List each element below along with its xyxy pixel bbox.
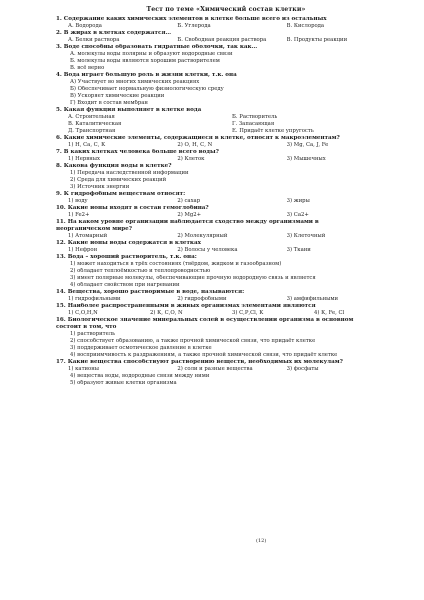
answer-option[interactable]: 3) амфифильными bbox=[286, 296, 339, 303]
question-stem: Какие ионы входят в состав гемоглобина? bbox=[67, 204, 209, 211]
page-title: Тест по теме «Химический состав клетки» bbox=[146, 6, 306, 13]
question-stem: Биологическое значение минеральных солей в осуществлении организма в основном bbox=[67, 317, 354, 324]
answer-options bbox=[56, 51, 396, 72]
question-text bbox=[56, 44, 396, 51]
answer-option[interactable]: 1) гидрофильными bbox=[68, 296, 121, 303]
answer-option[interactable]: 3) Ткани bbox=[286, 247, 311, 254]
answer-option[interactable]: А. Водорода bbox=[68, 23, 102, 30]
answer-options bbox=[56, 79, 396, 107]
question-number: 6. bbox=[56, 134, 62, 141]
answer-options bbox=[56, 198, 396, 205]
answer-option[interactable]: 1) Нефрон bbox=[68, 247, 98, 254]
answer-options bbox=[56, 296, 396, 303]
question bbox=[56, 373, 396, 387]
question-stem: Наиболее распространенными в живых организмах элементами являются bbox=[67, 303, 316, 310]
answer-option[interactable]: А) Участвует во многих химических реакциях bbox=[70, 79, 200, 86]
answer-options bbox=[56, 373, 396, 387]
question-stem: К гидрофобным веществам относят: bbox=[63, 190, 186, 197]
answer-option[interactable]: 2) Волосы у человека bbox=[177, 247, 238, 254]
answer-option[interactable]: Г) Входит в состав мембран bbox=[70, 99, 148, 106]
question bbox=[56, 30, 396, 44]
answer-option[interactable]: А. Строительная bbox=[68, 113, 115, 120]
question-number: 17. bbox=[56, 359, 66, 365]
question-text bbox=[56, 317, 396, 324]
answer-option[interactable]: 1) Н, Са, С, К bbox=[68, 141, 106, 148]
question bbox=[56, 135, 396, 149]
answer-option[interactable]: 1) Передача наследственной информации bbox=[70, 170, 189, 177]
answer-option[interactable]: Б. Растворитель bbox=[232, 113, 278, 120]
answer-option[interactable]: 4) обладает свойством при нагревании bbox=[70, 282, 180, 289]
answer-option[interactable]: 2) Клеток bbox=[177, 156, 205, 162]
question-text bbox=[56, 359, 396, 366]
question bbox=[56, 163, 396, 191]
answer-options bbox=[56, 233, 396, 240]
question-stem: Вода – хороший растворитель, т.к. она: bbox=[67, 254, 197, 261]
answer-option[interactable]: 4) восприимчивость к раздражениям, а также прочной химической связи, что придаёт клетке bbox=[70, 352, 338, 359]
question-text bbox=[56, 163, 396, 170]
question-stem: Содержание каких химических элементов в клетке больше всего из остальных bbox=[63, 16, 327, 22]
question-text bbox=[56, 240, 396, 247]
answer-options-row bbox=[56, 128, 396, 135]
question-stem: В каких клетках человека больше всего воды? bbox=[63, 148, 219, 155]
question-text bbox=[56, 254, 396, 261]
answer-option[interactable]: 3) имеет полярные молекулы, обеспечивающие прочную водородную связь и является bbox=[70, 275, 316, 282]
question bbox=[56, 107, 396, 135]
question-text bbox=[56, 205, 396, 212]
question-number: 12. bbox=[56, 240, 66, 247]
answer-option[interactable]: В. всё верно bbox=[70, 65, 105, 72]
question-stem: Вещества, хорошо растворимые в воде, называются: bbox=[67, 289, 245, 295]
question-number: 13. bbox=[56, 254, 66, 261]
question bbox=[56, 317, 396, 359]
answer-options bbox=[56, 247, 396, 254]
answer-option[interactable]: 2) сахар bbox=[177, 197, 201, 204]
answer-option[interactable]: 1) может находиться в трёх состояниях (твёрдом, жидком и газообразном) bbox=[70, 261, 282, 268]
question bbox=[56, 303, 396, 317]
question-stem: Какая функция выполняет в клетке вода bbox=[63, 106, 202, 113]
answer-option[interactable]: 2) О, Н, С, N bbox=[177, 141, 213, 148]
question-text bbox=[56, 107, 396, 114]
question-text bbox=[56, 219, 396, 226]
answer-options bbox=[56, 261, 396, 289]
answer-options bbox=[56, 23, 396, 30]
question-list bbox=[56, 16, 396, 387]
answer-option[interactable]: 2) Среда для химических реакций bbox=[70, 177, 167, 183]
answer-option[interactable]: 4) вещества воды, водородные связи между ними bbox=[70, 373, 210, 380]
answer-option[interactable]: А. Белки раствора bbox=[68, 37, 120, 44]
answer-option[interactable]: 3) С,Р,Cl, К bbox=[232, 310, 264, 317]
question-number: 2. bbox=[56, 30, 62, 37]
question-number: 16. bbox=[56, 317, 66, 324]
answer-option[interactable]: 3) Мышечных bbox=[286, 156, 326, 162]
answer-option[interactable]: 2) обладает теплоёмкостью и теплопроводностью bbox=[70, 268, 211, 275]
answer-option[interactable]: Б. Углерода bbox=[177, 23, 211, 30]
answer-option[interactable]: 1) катионы bbox=[68, 366, 99, 373]
answer-option[interactable]: 1) растворитель bbox=[70, 331, 115, 338]
question-text bbox=[56, 135, 396, 142]
answer-option[interactable]: А. молекулы воды полярны и образуют водородные связи bbox=[70, 51, 233, 58]
answer-option[interactable]: Г. Запасающая bbox=[232, 120, 275, 127]
question-text-continued: состоит в том, что bbox=[56, 324, 117, 331]
answer-option[interactable]: 2) Молекулярный bbox=[177, 233, 228, 240]
answer-options bbox=[56, 156, 396, 163]
answer-option[interactable]: 3) Ca2+ bbox=[286, 212, 309, 218]
answer-options bbox=[56, 170, 396, 191]
answer-option[interactable]: 3) Источник энергии bbox=[70, 183, 130, 190]
answer-option[interactable]: 3) Мg, Са, J, Fe bbox=[286, 141, 329, 148]
question-stem: В жирах в клетках содержатся… bbox=[63, 30, 172, 37]
question-number: 1. bbox=[56, 16, 62, 22]
answer-options bbox=[56, 310, 396, 317]
question-number: 9. bbox=[56, 190, 62, 197]
question-number: 7. bbox=[56, 148, 62, 155]
answer-option[interactable]: Б) Обеспечивает нормальную физиологическую среду bbox=[70, 86, 224, 92]
answer-option[interactable]: 1) воду bbox=[68, 197, 88, 204]
answer-option[interactable]: Е. Придаёт клетке упругость bbox=[232, 127, 314, 134]
question-number: 10. bbox=[56, 204, 66, 211]
answer-option[interactable]: 2) способствует образованию, а также прочной химической связи, что придаёт клетке bbox=[70, 338, 316, 345]
question-stem: На каком уровне организации наблюдается сходство между организмами в bbox=[67, 219, 319, 225]
question-text bbox=[56, 30, 396, 37]
question-text bbox=[56, 303, 396, 310]
answer-option[interactable]: 3) поддерживает осмотическое давление в клетке bbox=[70, 345, 212, 352]
answer-option[interactable]: Б. молекулы воды являются хорошим растворителем bbox=[70, 58, 220, 65]
page-number: (12) bbox=[256, 538, 267, 544]
question bbox=[56, 205, 396, 219]
answer-options-row bbox=[56, 121, 396, 128]
answer-options bbox=[56, 37, 396, 44]
question bbox=[56, 191, 396, 205]
question bbox=[56, 16, 396, 30]
answer-option[interactable]: 2) К, С,О, N bbox=[150, 310, 183, 317]
answer-option[interactable]: 2) соли и разные вещества bbox=[177, 366, 253, 373]
question-number: 15. bbox=[56, 303, 66, 310]
answer-options bbox=[56, 366, 396, 373]
question-stem: Какова функция воды в клетке? bbox=[63, 163, 172, 169]
question bbox=[56, 254, 396, 289]
question bbox=[56, 72, 396, 107]
question-stem: Воде способны образовать гидратные оболочки, так как… bbox=[63, 44, 258, 51]
question-number: 14. bbox=[56, 289, 66, 295]
question-number: 4. bbox=[56, 72, 62, 78]
answer-option[interactable]: 3) фосфаты bbox=[286, 366, 319, 373]
answer-option[interactable]: 3) Клеточный bbox=[286, 233, 326, 240]
answer-option[interactable]: В. Каталитическая bbox=[68, 120, 122, 127]
answer-option[interactable]: 5) образуют живые клетки организма bbox=[70, 380, 177, 386]
question-text bbox=[56, 72, 396, 79]
question-text bbox=[56, 149, 396, 156]
answer-option[interactable]: 1) С,О,Н,N bbox=[68, 310, 98, 317]
question-number: 8. bbox=[56, 163, 62, 169]
answer-options bbox=[56, 142, 396, 149]
question-stem: Какие ионы воды содержатся в клетках bbox=[67, 240, 201, 247]
question-stem: Какие химические элементы, содержащиеся в клетке, относят к макроэлементам? bbox=[63, 134, 340, 141]
answer-options bbox=[56, 331, 396, 359]
answer-option[interactable]: 1) Нервных bbox=[68, 156, 100, 162]
answer-option[interactable]: В) Ускоряет химические реакции bbox=[70, 92, 165, 99]
question-text bbox=[56, 16, 396, 23]
answer-options-row bbox=[56, 114, 396, 121]
question-stem: Вода играет большую роль в жизни клетки, т.к. она bbox=[63, 72, 237, 78]
answer-option[interactable]: В. Продукты реакции bbox=[286, 37, 348, 44]
answer-option[interactable]: 1) Атомарный bbox=[68, 233, 108, 240]
answer-option[interactable]: 2) гидрофобными bbox=[177, 296, 227, 303]
question-number: 5. bbox=[56, 106, 62, 113]
answer-option[interactable]: 2) Mg2+ bbox=[177, 212, 202, 218]
answer-option[interactable]: 4) К, Fe, Cl bbox=[314, 310, 345, 317]
question-number: 11. bbox=[56, 219, 66, 225]
question-text bbox=[56, 289, 396, 296]
question bbox=[56, 44, 396, 72]
answer-option[interactable]: В. Кислорода bbox=[286, 23, 325, 30]
answer-option[interactable]: Б. Свободная реакция раствора bbox=[177, 37, 267, 44]
answer-option[interactable]: 1) Fe2+ bbox=[68, 212, 90, 218]
question-stem: Какие вещества способствуют растворению веществ, необходимых их молекулам? bbox=[67, 359, 343, 365]
question-text bbox=[56, 191, 396, 198]
question-text-continued: неорганическом мире? bbox=[56, 226, 132, 233]
question bbox=[56, 149, 396, 163]
question bbox=[56, 359, 396, 373]
answer-option[interactable]: 3) жиры bbox=[286, 197, 310, 204]
question bbox=[56, 219, 396, 240]
question bbox=[56, 240, 396, 254]
question bbox=[56, 289, 396, 303]
answer-option[interactable]: Д. Транспортная bbox=[68, 127, 116, 134]
answer-options bbox=[56, 212, 396, 219]
question-number: 3. bbox=[56, 44, 62, 51]
